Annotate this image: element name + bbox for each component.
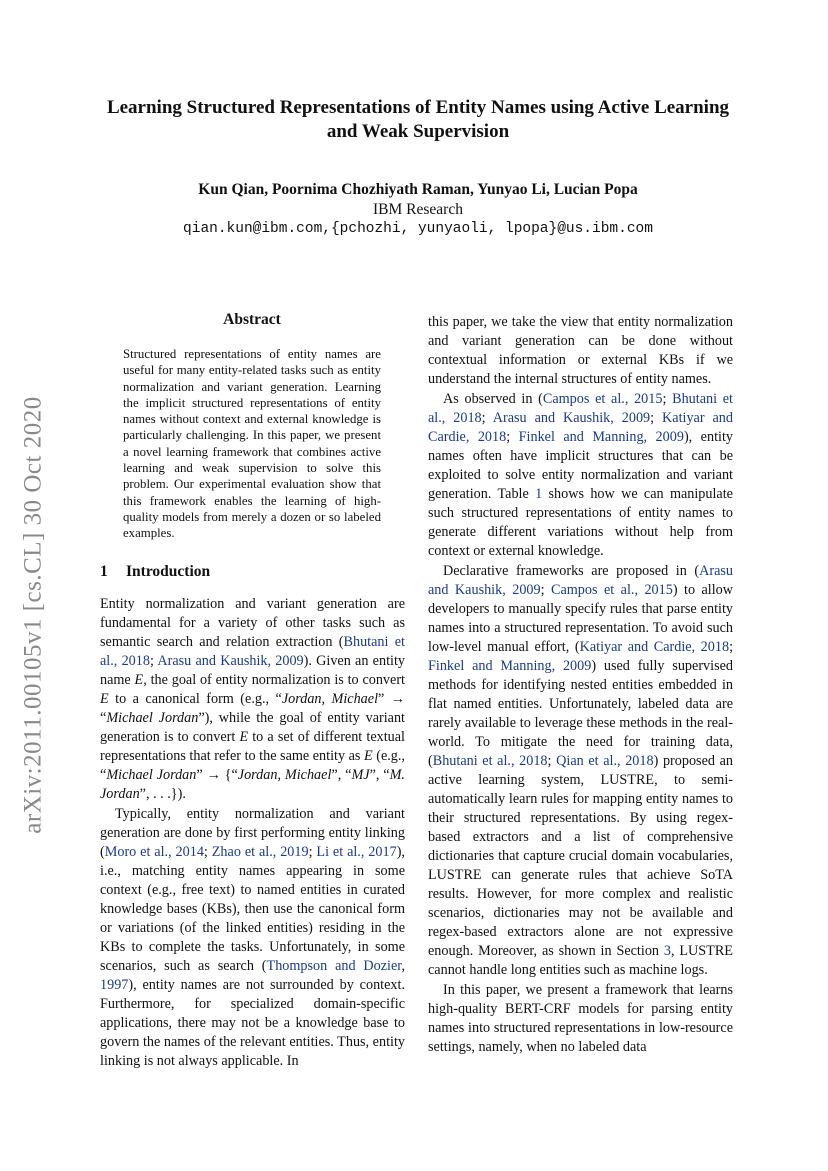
citation-link[interactable]: Campos et al., 2015	[551, 582, 673, 598]
author-emails: qian.kun@ibm.com,{pchozhi, yunyaoli, lpopa}@us.ibm.com	[183, 221, 653, 237]
intro-paragraph-3: this paper, we take the view that entity normalization and variant generation can be done without contextual information or external KBs if we understand the internal structures of entity names.	[428, 314, 733, 387]
citation-link[interactable]: Arasu and Kaushik, 2009	[492, 410, 651, 426]
citation-link[interactable]: Finkel and Manning, 2009	[518, 429, 684, 445]
section-title: Introduction	[126, 563, 211, 580]
citation-link[interactable]: Finkel and Manning, 2009	[428, 658, 592, 674]
abstract-heading: Abstract	[223, 311, 281, 328]
section-heading-introduction	[100, 563, 210, 581]
intro-paragraph-1: Entity normalization and variant generation are fundamental for a variety of other tasks such as semantic search and relation extraction (Bhutani et al., 2018; Arasu and Kaushik, 2009). Given an entity name E, the goal of entity normalization is to convert E to a canonical form (e.g., “Jordan, Michael” → “Michael Jordan”), while the goal of entity variant generation is to convert E to a set of different textual representations that refer to the same entity as E (e.g., “Michael Jordan” → {“Jordan, Michael”, “MJ”, “M. Jordan”, . . .}).	[100, 596, 405, 802]
table-reference-link[interactable]: 1	[535, 486, 543, 502]
arxiv-identifier-stamp	[12, 355, 56, 875]
paper-title: Learning Structured Representations of Entity Names using Active Learning and Weak Supervision	[106, 97, 730, 142]
left-column-body	[100, 595, 405, 1071]
arxiv-id-text: arXiv:2011.00105v1 [cs.CL] 30 Oct 2020	[20, 396, 47, 834]
citation-link[interactable]: Arasu and Kaushik, 2009	[428, 563, 733, 598]
citation-link[interactable]: 1997	[100, 977, 129, 993]
intro-paragraph-6: In this paper, we present a framework that learns high-quality BERT-CRF models for parsing entity names into structured representations in low-resource settings, namely, when no labeled data	[428, 982, 733, 1055]
citation-link[interactable]: Qian et al., 2018	[556, 753, 654, 769]
citation-link[interactable]: Thompson and Dozier	[266, 958, 402, 974]
section-number: 1	[100, 563, 108, 580]
intro-paragraph-4: As observed in (Campos et al., 2015; Bhutani et al., 2018; Arasu and Kaushik, 2009; Katiyar and Cardie, 2018; Finkel and Manning, 2009), entity names often have implicit structures that can be exploited to solve entity normalization and variant generation. Table 1 shows how we can manipulate such structured representations of entity names to generate different variations without help from context or external knowledge.	[428, 391, 733, 559]
citation-link[interactable]: Zhao et al., 2019	[211, 844, 309, 860]
intro-paragraph-2: Typically, entity normalization and variant generation are done by first performing entity linking (Moro et al., 2014; Zhao et al., 2019; Li et al., 2017), i.e., matching entity names appearing in some context (e.g., free text) to named entities in curated knowledge bases (KBs), then use the canonical form or variations (of the linked entities) residing in the KBs to complete the tasks. Unfortunately, in some scenarios, such as search (Thompson and Dozier, 1997), entity names are not surrounded by context. Furthermore, for specialized domain-specific applications, there may not be a knowledge base to govern the names of the relevant entities. Thus, entity linking is not always applicable. In	[100, 806, 405, 1069]
citation-link[interactable]: Bhutani et al., 2018	[432, 753, 548, 769]
right-column-body	[428, 313, 733, 1057]
citation-link[interactable]: Arasu and Kaushik, 2009	[157, 653, 304, 669]
citation-link[interactable]: Katiyar and Cardie, 2018	[428, 410, 733, 445]
citation-link[interactable]: Moro et al., 2014	[104, 844, 204, 860]
citation-link[interactable]: Katiyar and Cardie, 2018	[579, 639, 730, 655]
citation-link[interactable]: Bhutani et al., 2018	[428, 391, 733, 426]
section-reference-link[interactable]: 3	[663, 943, 671, 959]
author-list: Kun Qian, Poornima Chozhiyath Raman, Yunyao Li, Lucian Popa	[198, 181, 638, 198]
citation-link[interactable]: Campos et al., 2015	[542, 391, 663, 407]
affiliation: IBM Research	[373, 201, 463, 218]
citation-link[interactable]: Bhutani et al., 2018	[100, 634, 405, 669]
intro-paragraph-5: Declarative frameworks are proposed in (Arasu and Kaushik, 2009; Campos et al., 2015) to allow developers to manually specify rules that parse entity names into a structured representation. To avoid such low-level manual effort, (Katiyar and Cardie, 2018; Finkel and Manning, 2009) used fully supervised methods for identifying nested entities embedded in flat named entities. Unfortunately, labeled data are rarely available to leverage these methods in the real-world. To mitigate the need for training data, (Bhutani et al., 2018; Qian et al., 2018) proposed an active learning system, LUSTRE, to semi-automatically learn rules for mapping entity names to their structured representations. By using regex-based extractors and a list of comprehensive dictionaries that capture crucial domain vocabularies, LUSTRE can generate rules that achieve SoTA results. However, for more complex and realistic scenarios, dictionaries may not be available and regex-based extractors alone are not expressive enough. Moreover, as shown in Section 3, LUSTRE cannot handle long entities such as machine logs.	[428, 563, 734, 978]
citation-link[interactable]: Li et al., 2017	[316, 844, 397, 860]
abstract-text: Structured representations of entity names are useful for many entity-related tasks such as entity normalization and variant generation. Learning the implicit structured representations of entity names without context and external knowledge is particularly challenging. In this paper, we present a novel learning framework that combines active learning and weak supervision to solve this problem. Our experimental evaluation show that this framework enables the learning of high-quality models from merely a dozen or so labeled examples.	[123, 347, 381, 541]
